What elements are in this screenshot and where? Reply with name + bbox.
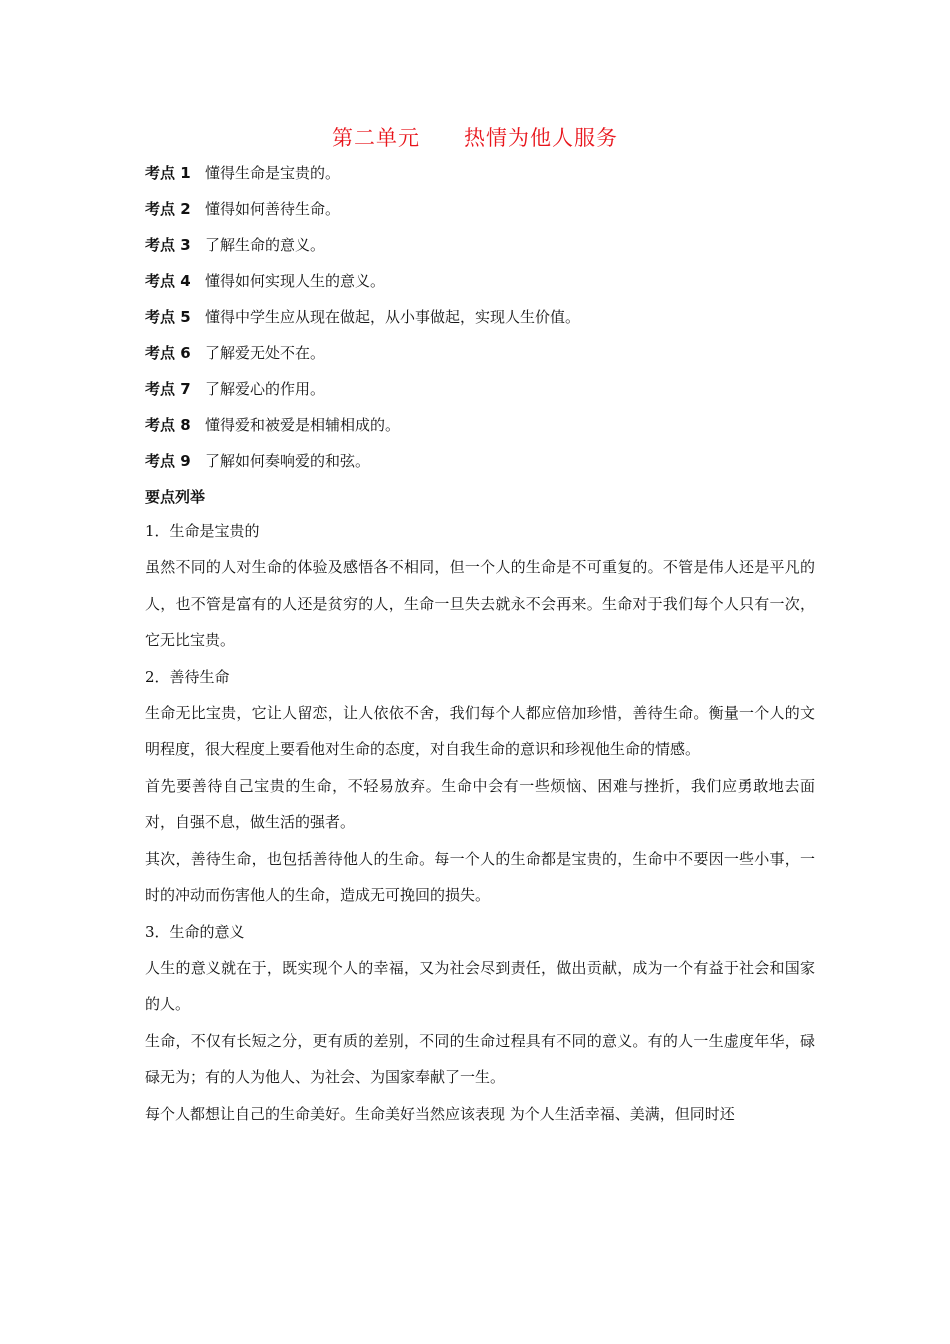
paragraph: 生命，不仅有长短之分，更有质的差别，不同的生命过程具有不同的意义。有的人一生虚度年华，碌碌无为；有的人为他人、为社会、为国家奉献了一生。: [145, 1031, 815, 1086]
kaodian-text: 懂得如何实现人生的意义。: [205, 272, 386, 290]
paragraph: 首先要善待自己宝贵的生命，不轻易放弃。生命中会有一些烦恼、困难与挫折，我们应勇敢地去面对，自强不息，做生活的强者。: [145, 776, 815, 831]
kaodian-label: 考点 6: [145, 344, 191, 362]
section-heading: 要点列举: [145, 488, 206, 506]
paragraph: 其次，善待生命，也包括善待他人的生命。每一个人的生命都是宝贵的，生命中不要因一些小事，一时的冲动而伤害他人的生命，造成无可挽回的损失。: [145, 849, 815, 904]
kaodian-label: 考点 5: [145, 308, 191, 326]
kaodian-item: [145, 412, 815, 448]
kaodian-text: 懂得爱和被爱是相辅相成的。: [205, 416, 401, 434]
kaodian-item: [145, 268, 815, 304]
paragraph: 人生的意义就在于，既实现个人的幸福，又为社会尽到责任，做出贡献，成为一个有益于社会和国家的人。: [145, 958, 815, 1013]
kaodian-label: 考点 4: [145, 272, 191, 290]
kaodian-label: 考点 7: [145, 380, 191, 398]
kaodian-text: 懂得如何善待生命。: [205, 200, 341, 218]
document-body: [145, 160, 815, 1137]
page-title: 第二单元 热情为他人服务: [332, 126, 618, 150]
kaodian-item: [145, 448, 815, 484]
kaodian-text: 懂得生命是宝贵的。: [205, 164, 341, 182]
paragraph: 生命无比宝贵，它让人留恋，让人依依不舍，我们每个人都应倍加珍惜，善待生命。衡量一个人的文明程度，很大程度上要看他对生命的态度，对自我生命的意识和珍视他生命的情感。: [145, 703, 815, 758]
kaodian-label: 考点 8: [145, 416, 191, 434]
kaodian-label: 考点 1: [145, 164, 191, 182]
kaodian-label: 考点 9: [145, 452, 191, 470]
kaodian-text: 了解爱无处不在。: [205, 344, 326, 362]
kaodian-label: 考点 2: [145, 200, 191, 218]
kaodian-text: 了解生命的意义。: [205, 236, 326, 254]
subsection-heading: 1．生命是宝贵的: [145, 522, 260, 540]
kaodian-item: [145, 232, 815, 268]
paragraph: 虽然不同的人对生命的体验及感悟各不相同，但一个人的生命是不可重复的。不管是伟人还是平凡的人，也不管是富有的人还是贫穷的人，生命一旦失去就永不会再来。生命对于我们每个人只有一次，它无比宝贵。: [145, 558, 815, 649]
kaodian-text: 了解爱心的作用。: [205, 380, 326, 398]
kaodian-text: 懂得中学生应从现在做起，从小事做起，实现人生价值。: [205, 308, 581, 326]
paragraph: 每个人都想让自己的生命美好。生命美好当然应该表现 为个人生活幸福、美满，但同时还: [145, 1104, 735, 1123]
kaodian-text: 了解如何奏响爱的和弦。: [205, 452, 371, 470]
kaodian-item: [145, 376, 815, 412]
kaodian-item: [145, 340, 815, 376]
subsection-heading: 3．生命的意义: [145, 922, 245, 941]
kaodian-item: [145, 304, 815, 340]
kaodian-label: 考点 3: [145, 236, 191, 254]
subsection-heading: 2．善待生命: [145, 667, 230, 686]
kaodian-item: [145, 196, 815, 232]
kaodian-item: [145, 160, 815, 196]
